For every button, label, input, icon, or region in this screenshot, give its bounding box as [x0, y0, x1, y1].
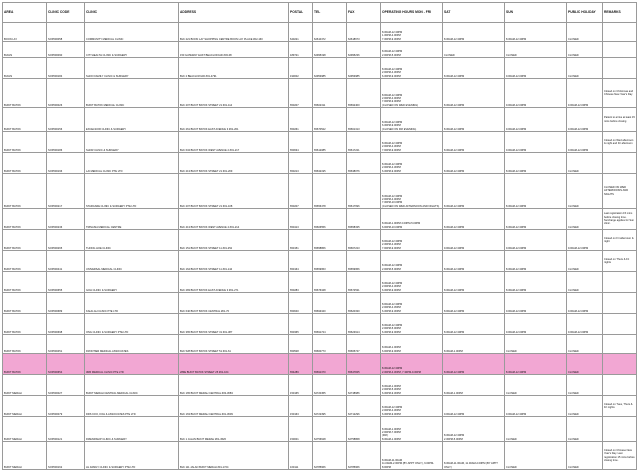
cell-remarks: Closed on Fri afternoon & night	[603, 230, 637, 251]
cell-sat: 8.30AM-12.30PM 2.30PM-5.00PM	[443, 417, 505, 442]
table-row	[3, 209, 637, 230]
cell-sat: 8.30AM-12.30PM	[443, 314, 505, 335]
cell-fax: 65647845	[347, 354, 381, 375]
cell-postal: 650207	[289, 79, 313, 108]
cell-area: BUKIT BATOK	[3, 174, 47, 209]
cell-sun: 9.00AM-12.00PM	[505, 108, 567, 132]
table-row	[3, 58, 637, 79]
cell-clinic: THONG HOE CLINIC	[85, 230, 179, 251]
cell-clinic-code: SOP000655	[47, 272, 85, 293]
table-row	[3, 314, 637, 335]
cell-clinic-code: SOP000156	[47, 108, 85, 132]
cell-address: BLK 528 BUKIT BATOK STREET 51 #01-61	[179, 335, 289, 354]
cell-address: BLK 283 BUKIT BATOK EAST AVENUE 3 #01-271	[179, 272, 289, 293]
cell-clinic: UNIVERSAL MEDICAL CLINIC	[85, 251, 179, 272]
cell-tel: 62610472	[313, 23, 347, 42]
cell-area: BUKIT BATOK	[3, 209, 47, 230]
cell-clinic: FRIENDSHIP CLINIC & SURGERY	[85, 417, 179, 442]
cell-postal: 150165	[289, 375, 313, 396]
cell-postal: 150001	[289, 417, 313, 442]
cell-sun: 9.00AM-12.00PM	[505, 79, 567, 108]
table-row	[3, 335, 637, 354]
cell-area: BUKIT BATOK	[3, 251, 47, 272]
cell-area: BUKIT BATOK	[3, 108, 47, 132]
cell-tel: 65659953	[313, 251, 347, 272]
table-row	[3, 396, 637, 417]
cell-public-holiday: 9.00AM-12.00PM	[567, 79, 603, 108]
cell-area: BUKIT BATOK	[3, 293, 47, 314]
cell-clinic-code: SOP000689	[47, 293, 85, 314]
table-row	[3, 79, 637, 108]
cell-fax: 65617696	[347, 174, 381, 209]
cell-clinic: DRS KOO, KOH & ASSOCIATES PTE LTD	[85, 396, 179, 417]
cell-fax: 62953985	[347, 58, 381, 79]
cell-clinic-code: SOP000026	[47, 79, 85, 108]
cell-fax: 62758868	[347, 417, 381, 442]
cell-public-holiday: CLOSED	[567, 396, 603, 417]
cell-tel: 65691724	[313, 314, 347, 335]
cell-tel: 65670522	[313, 108, 347, 132]
cell-public-holiday: CLOSED	[567, 58, 603, 79]
cell-clinic-code: SOP000058	[47, 23, 85, 42]
cell-postal: 189721	[289, 42, 313, 58]
cell-tel: 65660773	[313, 335, 347, 354]
cell-remarks: Closed on Wed afternoon & night and Fri afternoon	[603, 132, 637, 153]
cell-clinic-code: SOP000162	[47, 442, 85, 470]
cell-clinic-code: SOP000451	[47, 335, 85, 354]
cell-clinic: COMMUNITY MEDICAL CLINIC	[85, 23, 179, 42]
cell-area: BUKIT BATOK	[3, 335, 47, 354]
cell-clinic: BUKIT BATOK MEDICAL CLINIC	[85, 79, 179, 108]
cell-tel: 65612085	[313, 132, 347, 153]
cell-hours: 8.30AM-12.30PM 1.30PM-4.00PM 7.30PM-9.30PM	[381, 23, 443, 42]
cell-hours: 8.30AM-12.30PM 2.00PM-5.00PM 6.30PM-9.00PM	[381, 314, 443, 335]
cell-sat: 8.30AM-12.30PM	[443, 209, 505, 230]
cell-tel: 62953985	[313, 58, 347, 79]
cell-hours: 8.00AM-12.30PM 2.00PM-4.45PM 6.30PM-9.30PM	[381, 293, 443, 314]
cell-address: BLK 365 BUKIT BATOK STREET 31 #01-387	[179, 314, 289, 335]
cell-sat: 8.30AM-12.30PM	[443, 174, 505, 209]
cell-sun: 9.00AM-12.00PM	[505, 132, 567, 153]
cell-sat: 8.30AM-12.30PM	[443, 153, 505, 174]
cell-clinic: ONG CLINIC & SURGERY PTE LTD	[85, 314, 179, 335]
cell-clinic-code: SOP000441	[47, 251, 85, 272]
cell-postal: 650634	[289, 132, 313, 153]
cell-tel: 62720455	[313, 375, 347, 396]
cell-remarks	[603, 335, 637, 354]
cell-postal: 650151	[289, 230, 313, 251]
cell-clinic-code: SOP000121	[47, 417, 85, 442]
cell-public-holiday: CLOSED	[567, 209, 603, 230]
table-row	[3, 251, 637, 272]
table-row	[3, 108, 637, 132]
cell-area: BUKIT BATOK	[3, 132, 47, 153]
table-row	[3, 272, 637, 293]
cell-postal: 190002	[289, 58, 313, 79]
cell-fax: 62712296	[347, 396, 381, 417]
cell-public-holiday: CLOSED	[567, 153, 603, 174]
cell-clinic: STARCARE CLINIC & SURGERY PTE LTD	[85, 174, 179, 209]
cell-sat: 8.30AM-12.30PM	[443, 132, 505, 153]
cell-address: 150 GATEWAY EAST BEACH ROAD #03-08	[179, 42, 289, 58]
cell-sun: 8.30AM-12.30PM	[505, 272, 567, 293]
cell-postal: 650365	[289, 314, 313, 335]
cell-fax: 65672531	[347, 272, 381, 293]
cell-sun: CLOSED	[505, 42, 567, 58]
cell-hours: 8.30AM-12.30PM 6.30PM-9.00PM (CLOSED ON FRI EVENING)	[381, 108, 443, 132]
cell-clinic: SHOO FAMILY CLINIC & SURGERY	[85, 58, 179, 79]
header-remarks: REMARKS	[603, 3, 637, 23]
cell-clinic: LAI MEDICAL CLINIC PTE LTD	[85, 153, 179, 174]
cell-address: BLK 163 BUKIT MERAH CENTRAL #01-3609	[179, 396, 289, 417]
cell-sat: 9.00AM-12.30PM	[443, 230, 505, 251]
cell-area: BUKIT BATOK	[3, 354, 47, 375]
table-row	[3, 132, 637, 153]
table-row	[3, 174, 637, 209]
cell-sat: 8.00AM-12.30PM	[443, 293, 505, 314]
cell-tel: 62722395	[313, 396, 347, 417]
cell-clinic-code: SOP000186	[47, 132, 85, 153]
cell-sat: 8.30AM-1.00PM	[443, 335, 505, 354]
clinic-spreadsheet	[2, 2, 636, 470]
header-address: ADDRESS	[179, 3, 289, 23]
cell-hours: 8.30AM-11.00AM 11.00AM-2.00PM (BY APPT ONLY), 6.00PM-8.00PM	[381, 442, 443, 470]
cell-area: BUKIT BATOK	[3, 314, 47, 335]
cell-remarks	[603, 153, 637, 174]
cell-remarks	[603, 58, 637, 79]
cell-sun: 9.00AM-12.00PM	[505, 230, 567, 251]
cell-sun: 9.00AM-12.00PM	[505, 314, 567, 335]
cell-remarks: Patient to arrive at least 15 mins before closing	[603, 108, 637, 132]
cell-public-holiday: CLOSED	[567, 272, 603, 293]
cell-sat: 8.30AM-12.30PM	[443, 354, 505, 375]
table-row	[3, 354, 637, 375]
cell-sun: 8.30AM-12.30PM	[505, 174, 567, 209]
cell-public-holiday: 9.00AM-12.00PM	[567, 108, 603, 132]
cell-remarks	[603, 42, 637, 58]
cell-remarks	[603, 272, 637, 293]
cell-public-holiday: CLOSED	[567, 23, 603, 42]
cell-clinic-code: SOP000079	[47, 396, 85, 417]
cell-sun: 8.30AM-12.30PM	[505, 153, 567, 174]
table-row	[3, 23, 637, 42]
header-clinic-code: CLINIC CODE	[47, 3, 85, 23]
cell-clinic: 3RR MEDICAL CLINIC PTE LTD	[85, 354, 179, 375]
cell-fax: 62618673	[347, 23, 381, 42]
cell-clinic-code: SOP000265	[47, 230, 85, 251]
table-row	[3, 417, 637, 442]
header-area: AREA	[3, 3, 47, 23]
cell-sat: 9.00AM-12.30PM	[443, 396, 505, 417]
table-row	[3, 153, 637, 174]
cell-fax: 65620330	[347, 293, 381, 314]
cell-sat: 8.30AM-12.30PM	[443, 79, 505, 108]
cell-sun: 8.30AM-12.30PM	[505, 251, 567, 272]
cell-public-holiday: 9.00AM-12.00PM	[567, 293, 603, 314]
cell-remarks	[603, 417, 637, 442]
cell-remarks	[603, 354, 637, 375]
cell-fax: 65659956	[347, 251, 381, 272]
cell-fax: 65661313	[347, 108, 381, 132]
cell-clinic-code: SOP000027	[47, 375, 85, 396]
cell-sun: 8.30AM-12.30PM	[505, 209, 567, 230]
cell-hours: 8.30AM-12.30PM 2.00PM-4.30PM 6.30PM-9.00PM	[381, 272, 443, 293]
cell-address: BLK 213 BUKIT BATOK STREET 21 #01-209	[179, 153, 289, 174]
cell-public-holiday: 9.00AM-12.00PM	[567, 132, 603, 153]
table-row	[3, 442, 637, 470]
cell-tel: 65691370	[313, 354, 347, 375]
cell-address: 289E BUKIT BATOK STREET 25 #01-164	[179, 354, 289, 375]
cell-clinic: FRONTIER MEDICAL ASSOCIATES	[85, 335, 179, 354]
cell-area: BUGIS	[3, 58, 47, 79]
cell-area: BUKIT MERAH	[3, 375, 47, 396]
cell-area: BUKIT BATOK	[3, 230, 47, 251]
cell-tel: 65676348	[313, 272, 347, 293]
cell-hours: 8.30AM-1.00PM 2.00PM-7.00PM (FRI) 8.30AM-1.00PM	[381, 417, 443, 442]
cell-clinic-code: SOP000196	[47, 153, 85, 174]
cell-sat: CLOSED	[443, 42, 505, 58]
cell-sun: 9.00AM-12.30PM	[505, 396, 567, 417]
cell-clinic: EXCELSIOR CLINIC & SURGERY	[85, 108, 179, 132]
cell-address: BLK 634 BUKIT BATOK WEST AVENUE 2 #01-217	[179, 132, 289, 153]
cell-area: BUKIT BATOK	[3, 272, 47, 293]
cell-postal: 650528	[289, 335, 313, 354]
cell-sat: 8.30AM-12.30PM	[443, 251, 505, 272]
cell-clinic: TRINASIA MEDICAL CENTRE	[85, 209, 179, 230]
cell-sat: 8.30AM-1.00PM	[443, 375, 505, 396]
cell-address: BLK 164 BUKIT BATOK STREET 11 #01-144	[179, 251, 289, 272]
cell-fax: 65667223	[347, 230, 381, 251]
cell-postal: 160111	[289, 442, 313, 470]
cell-hours: 8.30AM-1.00PM 2.00PM-5.00PM 6.00PM-10.00PM	[381, 209, 443, 230]
cell-remarks	[603, 375, 637, 396]
cell-hours: 8.30AM-12.30PM 2.00PM-5.00PM	[381, 251, 443, 272]
cell-hours: 8.30AM-1.00PM 2.00PM-5.30PM 6.30PM-9.30PM	[381, 375, 443, 396]
table-row	[3, 42, 637, 58]
cell-address: BLK 640 BUKIT BATOK CENTRAL #01-70	[179, 293, 289, 314]
table-row	[3, 375, 637, 396]
cell-address: BLK 413 BUKIT BATOK WEST AVENUE 4 #01-214	[179, 209, 289, 230]
cell-public-holiday: CLOSED	[567, 335, 603, 354]
cell-public-holiday: CLOSED	[567, 375, 603, 396]
cell-sun: 9.00AM-12.00PM	[505, 58, 567, 79]
cell-sat: 8.30AM-12.30PM	[443, 272, 505, 293]
cell-remarks: Closed on Christmas and Chinese New Year's Day	[603, 79, 637, 108]
cell-fax: 65658335	[347, 209, 381, 230]
cell-clinic-code: SOP000184	[47, 58, 85, 79]
cell-clinic-code: SOP000090	[47, 42, 85, 58]
cell-postal: 650164	[289, 251, 313, 272]
cell-remarks	[603, 293, 637, 314]
cell-fax: 62995236	[347, 42, 381, 58]
cell-sat: 8.30AM-11.00AM, 11.00AM-2.00PM (BY APPT ONLY)	[443, 442, 505, 470]
cell-clinic: CITYHEALTH CLINIC & SURGERY	[85, 42, 179, 58]
cell-clinic: HL FAMILY CLINIC & SURGERY PTE LTD	[85, 442, 179, 470]
cell-remarks	[603, 23, 637, 42]
table-row	[3, 293, 637, 314]
header-clinic: CLINIC	[85, 3, 179, 23]
cell-hours: 8.30AM-12.30PM 2.00PM-4.30PM 6.30PM-9.00PM	[381, 396, 443, 417]
cell-tel: 62995198	[313, 42, 347, 58]
cell-sun: 8.30AM-12.30PM	[505, 23, 567, 42]
cell-remarks: CLOSED ON WED AFTERNOONS AND NIGHTS	[603, 174, 637, 209]
cell-tel: 65693340	[313, 293, 347, 314]
cell-clinic: SHOR CLINIC & SURGERY	[85, 132, 179, 153]
cell-remarks: Last registration 15 mins before closing time. Surcharge applies for Sun clinic.	[603, 209, 637, 230]
cell-clinic-code: SOP000217	[47, 174, 85, 209]
cell-remarks: Closed on Chinese New Year's Day. Last registration 15 mins before closing time.	[603, 442, 637, 470]
cell-hours: 8.30AM-12.30PM 2.00PM-4.30PM 6.30PM-9.00PM	[381, 153, 443, 174]
cell-address: BLK 207 BUKIT BATOK STREET 21 #01-108	[179, 174, 289, 209]
cell-clinic: KAHG AH CLINIC PTE LTD	[85, 293, 179, 314]
cell-tel: 65632195	[313, 153, 347, 174]
cell-postal: 650261	[289, 108, 313, 132]
table-body	[3, 23, 637, 470]
cell-postal: 650283	[289, 272, 313, 293]
cell-public-holiday: 9.00AM-12.00PM	[567, 314, 603, 335]
cell-clinic: GOH CLINIC & SURGERY	[85, 272, 179, 293]
cell-address: BLK 221 BOON LAY SHOPPING CENTRE BOON LAY PLACE #02-160	[179, 23, 289, 42]
cell-postal: 650640	[289, 293, 313, 314]
cell-address: BLK 261 BUKIT BATOK EAST AVENUE 3 #01-261	[179, 108, 289, 132]
cell-area: BUKIT BATOK	[3, 153, 47, 174]
cell-area: BOON LAY	[3, 23, 47, 42]
clinic-table	[2, 2, 637, 470]
header-tel: TEL	[313, 3, 347, 23]
cell-tel: 65606556	[313, 209, 347, 230]
cell-public-holiday: CLOSED	[567, 417, 603, 442]
cell-sun: CLOSED	[505, 375, 567, 396]
cell-postal: 650207	[289, 174, 313, 209]
cell-remarks	[603, 314, 637, 335]
cell-area: BUKIT BATOK	[3, 79, 47, 108]
cell-fax: 65617221	[347, 132, 381, 153]
cell-address: BLK 2 BEACH ROAD #01-4791	[179, 58, 289, 79]
cell-address: BLK 151 BUKIT BATOK STREET 11 #01-252	[179, 230, 289, 251]
cell-tel: 65658866	[313, 230, 347, 251]
cell-postal: 150163	[289, 396, 313, 417]
cell-hours: 8.30AM-12.30PM 2.00PM-4.00PM 7.30PM-10.00PM (CLOSED ON WED AFTERNOON AND NIGHTS)	[381, 174, 443, 209]
cell-area: BUKIT MERAH	[3, 417, 47, 442]
header-public-holiday: PUBLIC HOLIDAY	[567, 3, 603, 23]
cell-public-holiday: CLOSED	[567, 42, 603, 58]
cell-remarks: Closed on Tues, Thurs & Fri nights	[603, 396, 637, 417]
cell-public-holiday: 9.00AM-12.00PM	[567, 230, 603, 251]
cell-tel: 62785966	[313, 442, 347, 470]
cell-fax: 62785966	[347, 442, 381, 470]
cell-sat: 8.30AM-12.30PM	[443, 58, 505, 79]
cell-tel: 65602311	[313, 79, 347, 108]
cell-postal: 650213	[289, 153, 313, 174]
cell-hours: 8.00AM-12.30PM 2.30PM-4.30PM 7.00PM-9.00PM	[381, 230, 443, 251]
cell-fax: 65638076	[347, 153, 381, 174]
cell-address: BLK 207 BUKIT BATOK STREET 21 #01-114	[179, 79, 289, 108]
cell-sun: CLOSED	[505, 417, 567, 442]
cell-sat: 8.30AM-12.30PM	[443, 23, 505, 42]
cell-clinic-code: SOP000654	[47, 354, 85, 375]
cell-remarks: Closed on Thurs & Fri nights	[603, 251, 637, 272]
header-postal: POSTAL	[289, 3, 313, 23]
cell-fax: 65623914	[347, 314, 381, 335]
cell-tel: 65656478	[313, 174, 347, 209]
cell-hours: 8.30AM-1.00PM 6.00PM-9.00PM	[381, 335, 443, 354]
cell-clinic-code: SOP000698	[47, 314, 85, 335]
cell-postal: 650413	[289, 209, 313, 230]
cell-hours: 8.30AM-12.30PM 2.00PM-4.30PM 6.30PM-9.00PM	[381, 58, 443, 79]
cell-address: BLK 111 JALAN BUKIT MERAH #01-1724	[179, 442, 289, 470]
cell-postal: 654289	[289, 354, 313, 375]
cell-hours: 8.00AM-12.30PM 2.00PM-4.00PM 7.00PM-9.00PM (CLOSED ON WED EVENING)	[381, 79, 443, 108]
cell-public-holiday: CLOSED	[567, 174, 603, 209]
cell-sun: 8.30AM-12.30PM	[505, 354, 567, 375]
cell-area: BUGIS	[3, 42, 47, 58]
cell-area: BUKIT MERAH	[3, 396, 47, 417]
cell-area: BUKIT MERAH	[3, 442, 47, 470]
cell-fax: 65665747	[347, 335, 381, 354]
header-fax: FAX	[347, 3, 381, 23]
header-sat: SAT	[443, 3, 505, 23]
cell-sun: CLOSED	[505, 442, 567, 470]
cell-hours: 8.30AM-12.30PM 2.30PM-4.30PM, 7.30PM-9.30PM	[381, 354, 443, 375]
header-sun: SUN	[505, 3, 567, 23]
cell-tel: 62756628	[313, 417, 347, 442]
cell-sun: CLOSED	[505, 335, 567, 354]
cell-postal: 640221	[289, 23, 313, 42]
cell-sun: 9.00AM-12.00PM	[505, 293, 567, 314]
cell-sat: 8.30AM-12.30PM	[443, 108, 505, 132]
cell-fax: 62748686	[347, 375, 381, 396]
cell-address: BLK 1 JALAN BUKIT MERAH #01-4526	[179, 417, 289, 442]
header-operating-hours: OPERATING HOURS MON - FRI	[381, 3, 443, 23]
cell-public-holiday: CLOSED	[567, 442, 603, 470]
cell-hours: 8.30AM-12.30PM 2.00PM-5.00PM	[381, 42, 443, 58]
table-row	[3, 230, 637, 251]
cell-clinic: BUKIT MERAH CENTRAL MEDICAL CLINIC	[85, 375, 179, 396]
cell-public-holiday: CLOSED	[567, 251, 603, 272]
header-row	[3, 3, 637, 23]
cell-clinic-code: SOP000236	[47, 209, 85, 230]
cell-address: BLK 165 BUKIT MERAH CENTRAL #03-3683	[179, 375, 289, 396]
cell-fax: 65692400	[347, 79, 381, 108]
cell-hours: 8.30AM-12.30PM 2.00PM-4.30PM 7.00PM-9.00PM	[381, 132, 443, 153]
cell-public-holiday: CLOSED	[567, 354, 603, 375]
